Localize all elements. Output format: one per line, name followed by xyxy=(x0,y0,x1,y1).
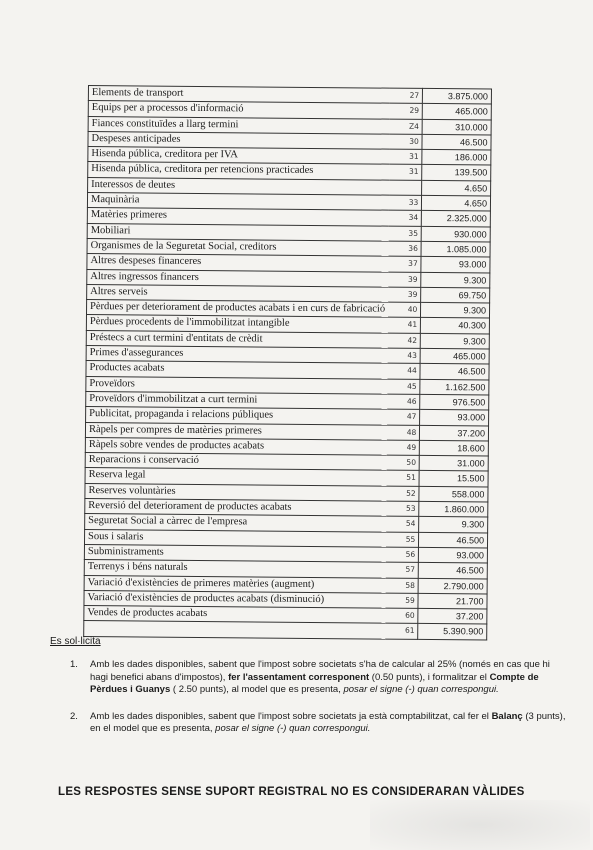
account-number: 51 xyxy=(387,471,420,487)
account-name: Mobiliari xyxy=(87,223,389,241)
instructions-heading: Es sol·licita xyxy=(50,636,101,647)
account-number: 31 xyxy=(389,165,422,181)
account-name: Altres ingressos financers xyxy=(87,269,389,287)
account-number: 54 xyxy=(386,516,419,532)
instruction-text xyxy=(90,711,570,736)
account-name: Productes acabats xyxy=(86,361,388,379)
account-name: Primes d'assegurances xyxy=(86,346,388,364)
account-value: 139.500 xyxy=(422,165,491,181)
account-name: Reserves voluntàries xyxy=(85,483,387,501)
account-value: 46.500 xyxy=(419,532,488,548)
accounts-table xyxy=(83,85,492,640)
account-value: 37.200 xyxy=(418,608,487,624)
account-value: 9.300 xyxy=(419,517,488,533)
account-value: 93.000 xyxy=(421,257,490,273)
instruction-text-part: (0.50 punts), i formalitzar el xyxy=(369,671,490,683)
account-number: 55 xyxy=(386,532,419,548)
account-name: Pèrdues per deteriorament de productes acabats i en curs de fabricació xyxy=(86,300,388,318)
account-name: Altres despeses financeres xyxy=(87,254,389,272)
account-value: 465.000 xyxy=(422,104,491,120)
account-number: 35 xyxy=(389,226,422,242)
account-value: 46.500 xyxy=(422,134,491,150)
instruction-bold-part: Compte de Pèrdues i Guanys xyxy=(90,671,539,695)
account-name: Proveïdors d'immobilitzat a curt termini xyxy=(86,391,388,409)
instruction-item-2 xyxy=(50,711,570,736)
account-number: 39 xyxy=(388,287,421,303)
account-number xyxy=(389,180,422,196)
account-number: 46 xyxy=(387,394,420,410)
account-value: 40.300 xyxy=(421,318,490,334)
account-number: 57 xyxy=(386,562,419,578)
account-number: 52 xyxy=(386,486,419,502)
account-value: 37.200 xyxy=(420,425,489,441)
account-name: Reversió del deteriorament de productes acabats xyxy=(85,499,387,517)
account-name: Equips per a processos d'informació xyxy=(88,101,390,119)
account-name: Maquinària xyxy=(87,193,389,211)
account-name: Altres serveis xyxy=(87,284,389,302)
instruction-text-part: Amb les dades disponibles, sabent que l'impost sobre societats ja està comptabilitzat, cal fer el xyxy=(90,710,492,722)
instruction-number: 2. xyxy=(70,710,78,722)
account-number: 36 xyxy=(389,241,422,257)
account-name: Variació d'existències de productes acabats (disminució) xyxy=(84,590,386,608)
account-name: Despeses anticipades xyxy=(88,131,390,149)
account-value: 46.500 xyxy=(420,364,489,380)
account-name: Interessos de deutes xyxy=(88,177,390,195)
account-name: Elements de transport xyxy=(88,86,390,104)
account-name: Sous i salaris xyxy=(84,529,386,547)
account-number: 45 xyxy=(387,379,420,395)
account-value: 18.600 xyxy=(420,440,489,456)
account-number: 31 xyxy=(389,149,422,165)
account-number: 30 xyxy=(389,134,422,150)
account-number: 56 xyxy=(386,547,419,563)
account-value: 1.162.500 xyxy=(420,379,489,395)
account-number: 39 xyxy=(388,272,421,288)
account-name: Subministraments xyxy=(84,544,386,562)
instruction-text-part: (3 punts), en el model que es presenta, xyxy=(90,710,566,734)
instruction-text-part: ( 2.50 punts), al model que es presenta, xyxy=(170,684,344,695)
account-name: Hisenda pública, creditora per retencions practicades xyxy=(88,162,390,180)
account-number: 27 xyxy=(390,88,423,104)
account-value: 46.500 xyxy=(418,563,487,579)
account-name: Reserva legal xyxy=(85,468,387,486)
account-value: 93.000 xyxy=(419,547,488,563)
instruction-italic-part: posar el signe (-) quan correspongui. xyxy=(215,723,371,734)
account-number: 48 xyxy=(387,425,420,441)
account-value: 9.300 xyxy=(421,272,490,288)
account-number: 59 xyxy=(385,593,418,609)
account-name: Ràpels per compres de matèries primeres xyxy=(85,422,387,440)
account-value: 31.000 xyxy=(419,456,488,472)
account-number: 43 xyxy=(388,348,421,364)
account-number: 41 xyxy=(388,318,421,334)
account-number: Z4 xyxy=(390,119,423,135)
account-value: 930.000 xyxy=(421,226,490,242)
account-name: Seguretat Social a càrrec de l'empresa xyxy=(85,514,387,532)
account-value: 5.390.900 xyxy=(418,624,487,640)
account-name: Terrenys i béns naturals xyxy=(84,560,386,578)
account-value: 976.500 xyxy=(420,394,489,410)
account-value: 1.860.000 xyxy=(419,501,488,517)
account-value: 2.790.000 xyxy=(418,578,487,594)
account-name: Proveïdors xyxy=(86,376,388,394)
account-name: Pèrdues procedents de l'immobilitzat intangible xyxy=(86,315,388,333)
account-value: 9.300 xyxy=(420,333,489,349)
account-value: 69.750 xyxy=(421,287,490,303)
account-number: 61 xyxy=(385,624,418,640)
account-value: 558.000 xyxy=(419,486,488,502)
account-number: 34 xyxy=(389,211,422,227)
account-value: 15.500 xyxy=(419,471,488,487)
account-number: 37 xyxy=(388,256,421,272)
account-name: Reparacions i conservació xyxy=(85,453,387,471)
account-name: Hisenda pública, creditora per IVA xyxy=(88,147,390,165)
scan-smudge xyxy=(370,800,590,850)
account-name: Matèries primeres xyxy=(87,208,389,226)
account-number: 42 xyxy=(388,333,421,349)
account-number: 33 xyxy=(389,195,422,211)
account-name: Publicitat, propaganda i relacions públiques xyxy=(86,407,388,425)
account-value: 21.700 xyxy=(418,593,487,609)
accounts-table-body xyxy=(84,86,492,640)
account-value: 310.000 xyxy=(422,119,491,135)
account-number: 47 xyxy=(387,409,420,425)
account-value: 3.875.000 xyxy=(423,88,492,104)
instruction-italic-part: posar el signe (-) quan correspongui. xyxy=(343,684,499,695)
instruction-text xyxy=(90,659,570,697)
account-value: 2.325.000 xyxy=(422,211,491,227)
account-value: 465.000 xyxy=(420,348,489,364)
account-value: 186.000 xyxy=(422,150,491,166)
account-number: 49 xyxy=(387,440,420,456)
account-number: 58 xyxy=(386,578,419,594)
account-value: 9.300 xyxy=(421,303,490,319)
account-number: 29 xyxy=(390,103,423,119)
account-value: 93.000 xyxy=(420,410,489,426)
instructions xyxy=(50,636,570,750)
account-number: 50 xyxy=(387,455,420,471)
instruction-bold-part: Balanç xyxy=(491,710,523,722)
account-name: Fiances constituïdes a llarg termini xyxy=(88,116,390,134)
instruction-item-1 xyxy=(50,659,570,697)
account-value: 4.650 xyxy=(422,195,491,211)
account-name: Vendes de productes acabats xyxy=(84,606,386,624)
account-number: 53 xyxy=(386,501,419,517)
account-number: 60 xyxy=(385,608,418,624)
account-number: 40 xyxy=(388,302,421,318)
footer-warning: LES RESPOSTES SENSE SUPORT REGISTRAL NO ES CONSIDERARAN VÀLIDES xyxy=(58,786,525,798)
account-name: Variació d'existències de primeres matèries (augment) xyxy=(84,575,386,593)
instruction-text-part: Amb les dades disponibles, sabent que l'impost sobre societats s'ha de calcular al 25% (només en cas que hi hagi benefici abans d'impostos), xyxy=(90,659,550,683)
account-number: 44 xyxy=(387,363,420,379)
account-value: 1.085.000 xyxy=(421,241,490,257)
account-name: Préstecs a curt termini d'entitats de crèdit xyxy=(86,330,388,348)
account-name: Organismes de la Seguretat Social, creditors xyxy=(87,238,389,256)
instruction-number: 1. xyxy=(70,659,78,670)
account-value: 4.650 xyxy=(422,180,491,196)
account-name: Ràpels sobre vendes de productes acabats xyxy=(85,437,387,455)
instruction-bold-part: fer l'assentament corresponent xyxy=(228,671,370,683)
